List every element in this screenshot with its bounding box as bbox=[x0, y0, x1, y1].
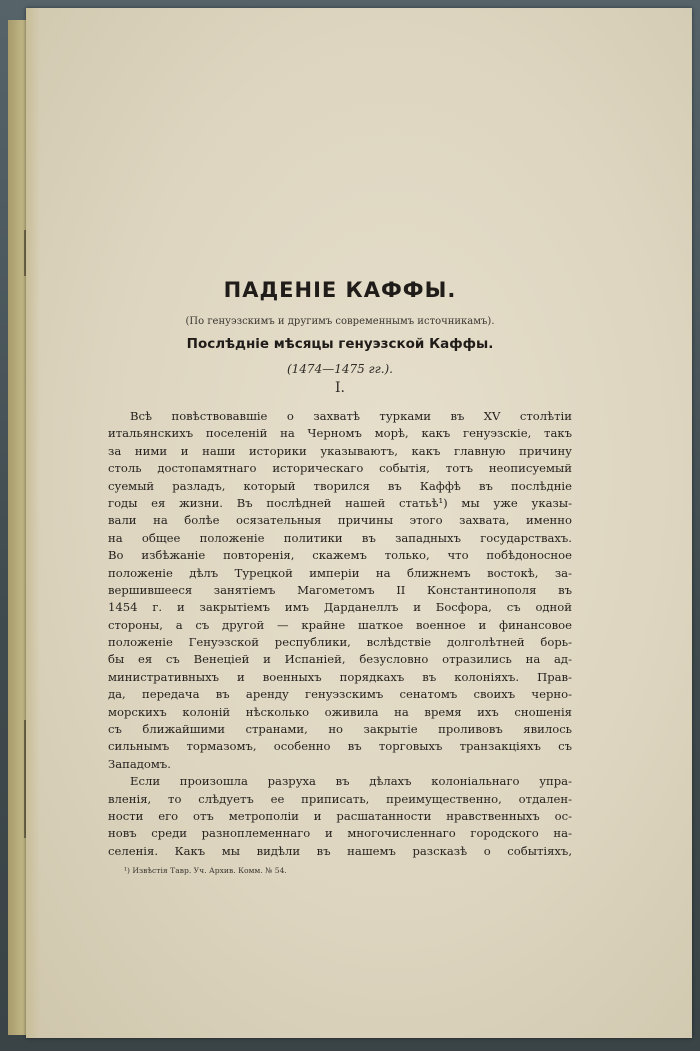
text-line: морскихъ колоній нѣсколько оживила на время ихъ сношенія bbox=[108, 704, 572, 719]
text-line: Всѣ повѣствовавшіе о захватѣ турками въ XV столѣтіи bbox=[130, 409, 572, 423]
text-line: вершившееся занятіемъ Магометомъ II Константинополя въ bbox=[108, 582, 572, 597]
text-line: итальянскихъ поселеній на Черномъ морѣ, какъ генуэзскіе, такъ bbox=[108, 426, 572, 441]
text-line: сильнымъ тормазомъ, особенно въ торговыхъ транзакціяхъ съ bbox=[108, 739, 572, 754]
text-line: 1454 г. и закрытіемъ имъ Дарданеллъ и Босфора, съ одной bbox=[108, 600, 572, 615]
text-line: министративныхъ и военныхъ порядкахъ въ колоніяхъ. Прав- bbox=[108, 669, 572, 684]
page-edge-shadow bbox=[26, 8, 40, 1038]
paragraph-2 bbox=[108, 773, 572, 860]
paragraph-1 bbox=[108, 408, 572, 773]
text-line: селенія. Какъ мы видѣли въ нашемъ разсказѣ о событіяхъ, bbox=[108, 843, 572, 858]
text-line: суемый разладъ, который творился въ Каффѣ въ послѣдніе bbox=[108, 478, 572, 493]
text-line: на общее положеніе политики въ западныхъ государствахъ. bbox=[108, 530, 572, 545]
text-line: столь достопамятнаго историческаго событія, тотъ неописуемый bbox=[108, 461, 572, 476]
years-range: (1474—1475 гг.). bbox=[286, 362, 393, 376]
text-line: да, передача въ аренду генуэзскимъ сенатомъ своихъ черно- bbox=[108, 687, 572, 702]
footnote: ¹) Извѣстія Тавр. Уч. Архив. Комм. № 54. bbox=[124, 866, 287, 876]
text-line: Западомъ. bbox=[108, 756, 171, 771]
document-title: ПАДЕНІЕ КАФФЫ. bbox=[223, 278, 457, 302]
text-line: годы ея жизни. Въ послѣдней нашей статьѣ¹) мы уже указы- bbox=[108, 495, 572, 510]
text-line: положеніе Генуэзской республики, вслѣдствіе долголѣтней борь- bbox=[108, 635, 572, 650]
text-line: съ ближайшими странами, но закрытіе проливовъ явилось bbox=[108, 722, 572, 737]
text-line: Во избѣжаніе повторенія, скажемъ только, что побѣдоносное bbox=[108, 548, 572, 563]
text-line: за ними и наши историки указываютъ, какъ главную причину bbox=[108, 443, 572, 458]
text-line: ности его отъ метрополіи и расшатанности нравственныхъ ос- bbox=[108, 808, 572, 823]
text-line: положеніе дѣлъ Турецкой имперіи на ближнемъ востокѣ, за- bbox=[108, 565, 572, 580]
document-subtitle: (По генуэзскимъ и другимъ современнымъ источникамъ). bbox=[185, 316, 495, 327]
text-line: Если произошла разруха въ дѣлахъ колоніальнаго упра- bbox=[130, 774, 572, 789]
text-line: вленія, то слѣдуетъ ее приписать, преимущественно, отдален- bbox=[108, 791, 572, 806]
text-line: вали на болѣе осязательныя причины этого захвата, именно bbox=[108, 513, 572, 528]
text-line: бы ея съ Венеціей и Испаніей, безусловно отразились на ад- bbox=[108, 652, 572, 667]
body-text bbox=[108, 408, 572, 860]
text-line: стороны, а съ другой — крайне шаткое военное и финансовое bbox=[108, 617, 572, 632]
text-line: новъ среди разноплеменнаго и многочисленнаго городского на- bbox=[108, 826, 572, 841]
page-content bbox=[108, 278, 572, 875]
section-title: Послѣдніе мѣсяцы генуэзской Каффы. bbox=[186, 336, 494, 352]
chapter-numeral: I. bbox=[335, 380, 345, 396]
